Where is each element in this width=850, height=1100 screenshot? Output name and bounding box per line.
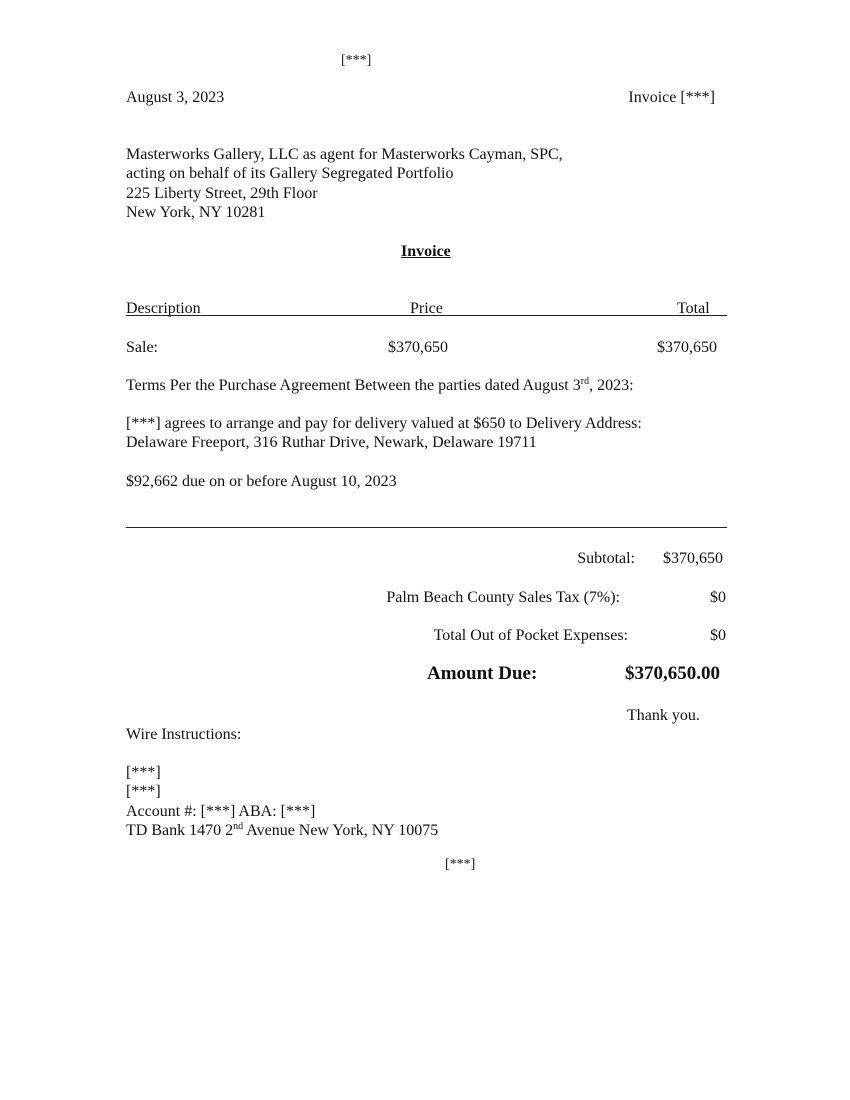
column-header-price: Price [410, 300, 443, 317]
delivery-line-2: Delaware Freeport, 316 Ruthar Drive, Newark, Delaware 19711 [126, 434, 537, 452]
thank-you-note: Thank you. [627, 707, 700, 724]
page-title: Invoice [401, 243, 451, 260]
terms-intro-text: Terms Per the Purchase Agreement Between the parties dated August 3 [126, 377, 581, 394]
row-price: $370,650 [388, 339, 448, 356]
addressee-line-2: acting on behalf of its Gallery Segregated Portfolio [126, 165, 454, 183]
wire-bank-line [126, 821, 438, 840]
terms-intro-end: , 2023: [589, 377, 634, 394]
bottom-redacted-mark: [***] [445, 857, 476, 872]
terms-intro [126, 376, 634, 395]
sales-tax-value: $0 [710, 589, 726, 606]
delivery-line-1: [***] agrees to arrange and pay for delivery valued at $650 to Delivery Address: [126, 415, 642, 432]
wire-line-1: [***] [126, 764, 161, 781]
expenses-value: $0 [710, 627, 726, 644]
subtotal-label: Subtotal: [577, 550, 635, 567]
amount-due-value: $370,650.00 [625, 663, 720, 684]
row-description: Sale: [126, 339, 158, 356]
row-total: $370,650 [657, 339, 717, 356]
wire-line-2: [***] [126, 783, 161, 801]
wire-bank-ordinal: nd [233, 820, 244, 832]
addressee-line-4: New York, NY 10281 [126, 203, 266, 221]
invoice-date: August 3, 2023 [126, 89, 225, 106]
sales-tax-label: Palm Beach County Sales Tax (7%): [386, 589, 620, 606]
table-header-divider [126, 315, 727, 316]
subtotal-value: $370,650 [663, 550, 723, 567]
addressee-line-1: Masterworks Gallery, LLC as agent for Masterworks Cayman, SPC, [126, 146, 563, 163]
wire-details [126, 763, 438, 840]
wire-heading: Wire Instructions: [126, 726, 242, 743]
invoice-number: Invoice [***] [628, 89, 715, 106]
amount-due-label: Amount Due: [427, 663, 538, 684]
expenses-label: Total Out of Pocket Expenses: [433, 627, 628, 644]
delivery-terms [126, 414, 642, 453]
wire-account-line: Account #: [***] ABA: [***] [126, 802, 316, 820]
column-header-total: Total [677, 300, 710, 317]
terms-intro-ordinal: rd [580, 376, 590, 387]
addressee-line-3: 225 Liberty Street, 29th Floor [126, 184, 318, 202]
summary-divider [126, 527, 727, 528]
addressee-block [126, 145, 563, 222]
column-header-description: Description [126, 300, 201, 317]
payment-due-note: $92,662 due on or before August 10, 2023 [126, 473, 397, 490]
wire-bank-text: TD Bank 1470 2 [126, 821, 234, 839]
top-redacted-mark: [***] [341, 53, 372, 68]
wire-bank-end: Avenue New York, NY 10075 [243, 821, 439, 839]
